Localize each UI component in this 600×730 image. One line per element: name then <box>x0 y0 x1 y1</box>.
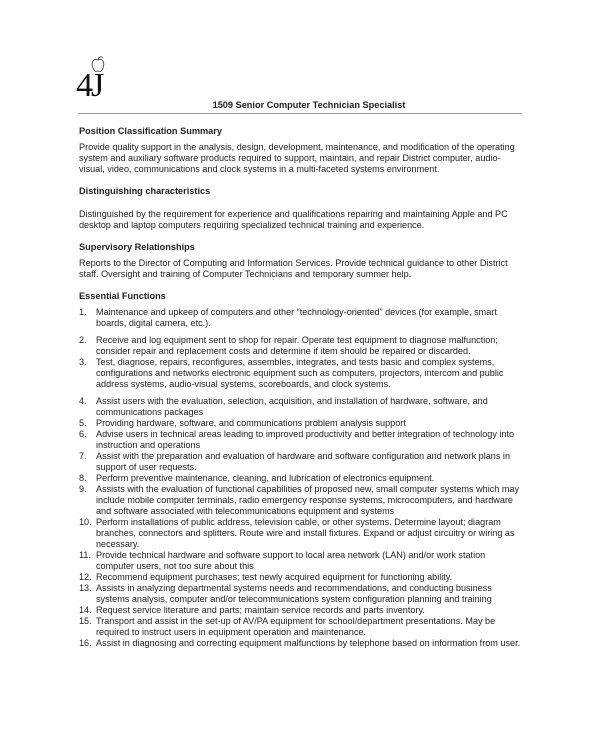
item-number: 3. <box>79 357 87 367</box>
section-heading: Essential Functions <box>79 291 166 301</box>
item-text: Provide technical hardware and software support to local area network (LAN) and/or work station computer users, not too sure about this <box>96 550 486 571</box>
item-number: 6. <box>79 429 87 439</box>
item-text: Request service literature and parts; maintain service records and parts inventory. <box>96 605 425 615</box>
document-title: 1509 Senior Computer Technician Specialist <box>212 100 406 110</box>
section-body: Reports to the Director of Computing and Information Services. Provide technical guidance to other District staff. Oversight and training of Computer Technicians and temporary summer help. <box>79 258 508 279</box>
list-item <box>79 572 525 583</box>
item-number: 9. <box>79 484 87 494</box>
item-text: Test, diagnose, repairs, reconfigures, assembles, integrates, and tests basic and complex systems, configurations and networks electronic equipment such as computers, projectors, intercom and public address systems, audio-visual systems, scoreboards, and clock systems. <box>96 357 504 389</box>
list-item <box>79 429 525 451</box>
section-heading: Position Classification Summary <box>79 126 222 136</box>
item-text: Advise users in technical areas leading to improved productivity and better integration of technology into instruction and operations <box>96 429 515 450</box>
item-number: 16. <box>79 638 92 648</box>
list-item <box>79 638 525 649</box>
list-item <box>79 473 525 484</box>
title-divider <box>78 113 522 114</box>
logo-text: 4J <box>76 67 103 104</box>
item-number: 2. <box>79 335 87 345</box>
item-text: Assist users with the evaluation, selection, acquisition, and installation of hardware, software, and communications packages <box>96 396 488 417</box>
list-item <box>79 517 525 550</box>
list-item <box>79 357 525 390</box>
item-number: 4. <box>79 396 87 406</box>
list-item <box>79 396 525 418</box>
item-text: Perform preventive maintenance, cleaning, and lubrication of electronics equipment. <box>96 473 435 483</box>
list-item <box>79 550 525 572</box>
item-text: Maintenance and upkeep of computers and other “technology-oriented” devices (for example, smart boards, digital camera, etc.). <box>96 307 497 328</box>
item-text: Transport and assist in the set-up of AV/PA equipment for school/department presentations. May be required to instruct users in equipment operation and maintenance. <box>96 616 496 637</box>
list-item <box>79 451 525 473</box>
list-item <box>79 418 525 429</box>
item-number: 15. <box>79 616 92 626</box>
item-number: 1. <box>79 307 87 317</box>
document-body <box>79 125 525 649</box>
item-text: Assists with the evaluation of functional capabilities of proposed new, small computer systems which may include mobile computer terminals, radio emergency response systems, microcomputers, and hardware and software associated with telecommunications equipment and systems <box>96 484 520 516</box>
district-logo <box>76 56 110 106</box>
section-body: Distinguished by the requirement for experience and qualifications repairing and maintaining Apple and PC desktop and laptop computers requiring specialized technical training and experience. <box>79 209 508 230</box>
item-number: 8. <box>79 473 87 483</box>
section-essential-functions <box>79 290 525 649</box>
item-number: 5. <box>79 418 87 428</box>
section-supervisory <box>79 241 525 280</box>
functions-list <box>79 307 525 649</box>
item-text: Providing hardware, software, and communications problem analysis support <box>96 418 406 428</box>
item-text: Assists in analyzing departmental systems needs and recommendations, and conducting business systems analysis, computer and/or telecommunications system configuration planning and training <box>96 583 492 604</box>
section-heading: Distinguishing characteristics <box>79 186 211 196</box>
item-text: Receive and log equipment sent to shop for repair. Operate test equipment to diagnose malfunction; consider repair and replacement costs and determine if item should be repaired or discarded. <box>96 335 498 356</box>
item-text: Assist with the preparation and evaluation of hardware and software configuration and network plans in support of user requests. <box>96 451 511 472</box>
list-item <box>79 616 525 638</box>
list-item <box>79 605 525 616</box>
item-number: 11. <box>79 550 91 560</box>
list-item <box>79 335 525 357</box>
item-number: 7. <box>79 451 87 461</box>
list-item <box>79 484 525 517</box>
list-item <box>79 307 525 329</box>
section-body: Provide quality support in the analysis, design, development, maintenance, and modification of the operating system and auxiliary software products required to support, maintain, and repair District computer, audio-visual, video, communications and clock systems in a multi-faceted systems environment. <box>79 142 515 174</box>
section-position-summary <box>79 125 525 175</box>
item-number: 12. <box>79 572 92 582</box>
item-text: Recommend equipment purchases; test newly acquired equipment for functioning ability. <box>96 572 453 582</box>
list-item <box>79 583 525 605</box>
section-heading: Supervisory Relationships <box>79 242 195 252</box>
item-number: 13. <box>79 583 92 593</box>
item-text: Perform installations of public address, television cable, or other systems. Determine layout; diagram branches, connectors and splitters. Route wire and install fixtures. Expand or adjust circuitry or wiring as necessary. <box>96 517 515 549</box>
item-number: 14. <box>79 605 92 615</box>
item-text: Assist in diagnosing and correcting equipment malfunctions by telephone based on information from user. <box>96 638 521 648</box>
section-distinguishing <box>79 185 525 231</box>
item-number: 10. <box>79 517 92 527</box>
